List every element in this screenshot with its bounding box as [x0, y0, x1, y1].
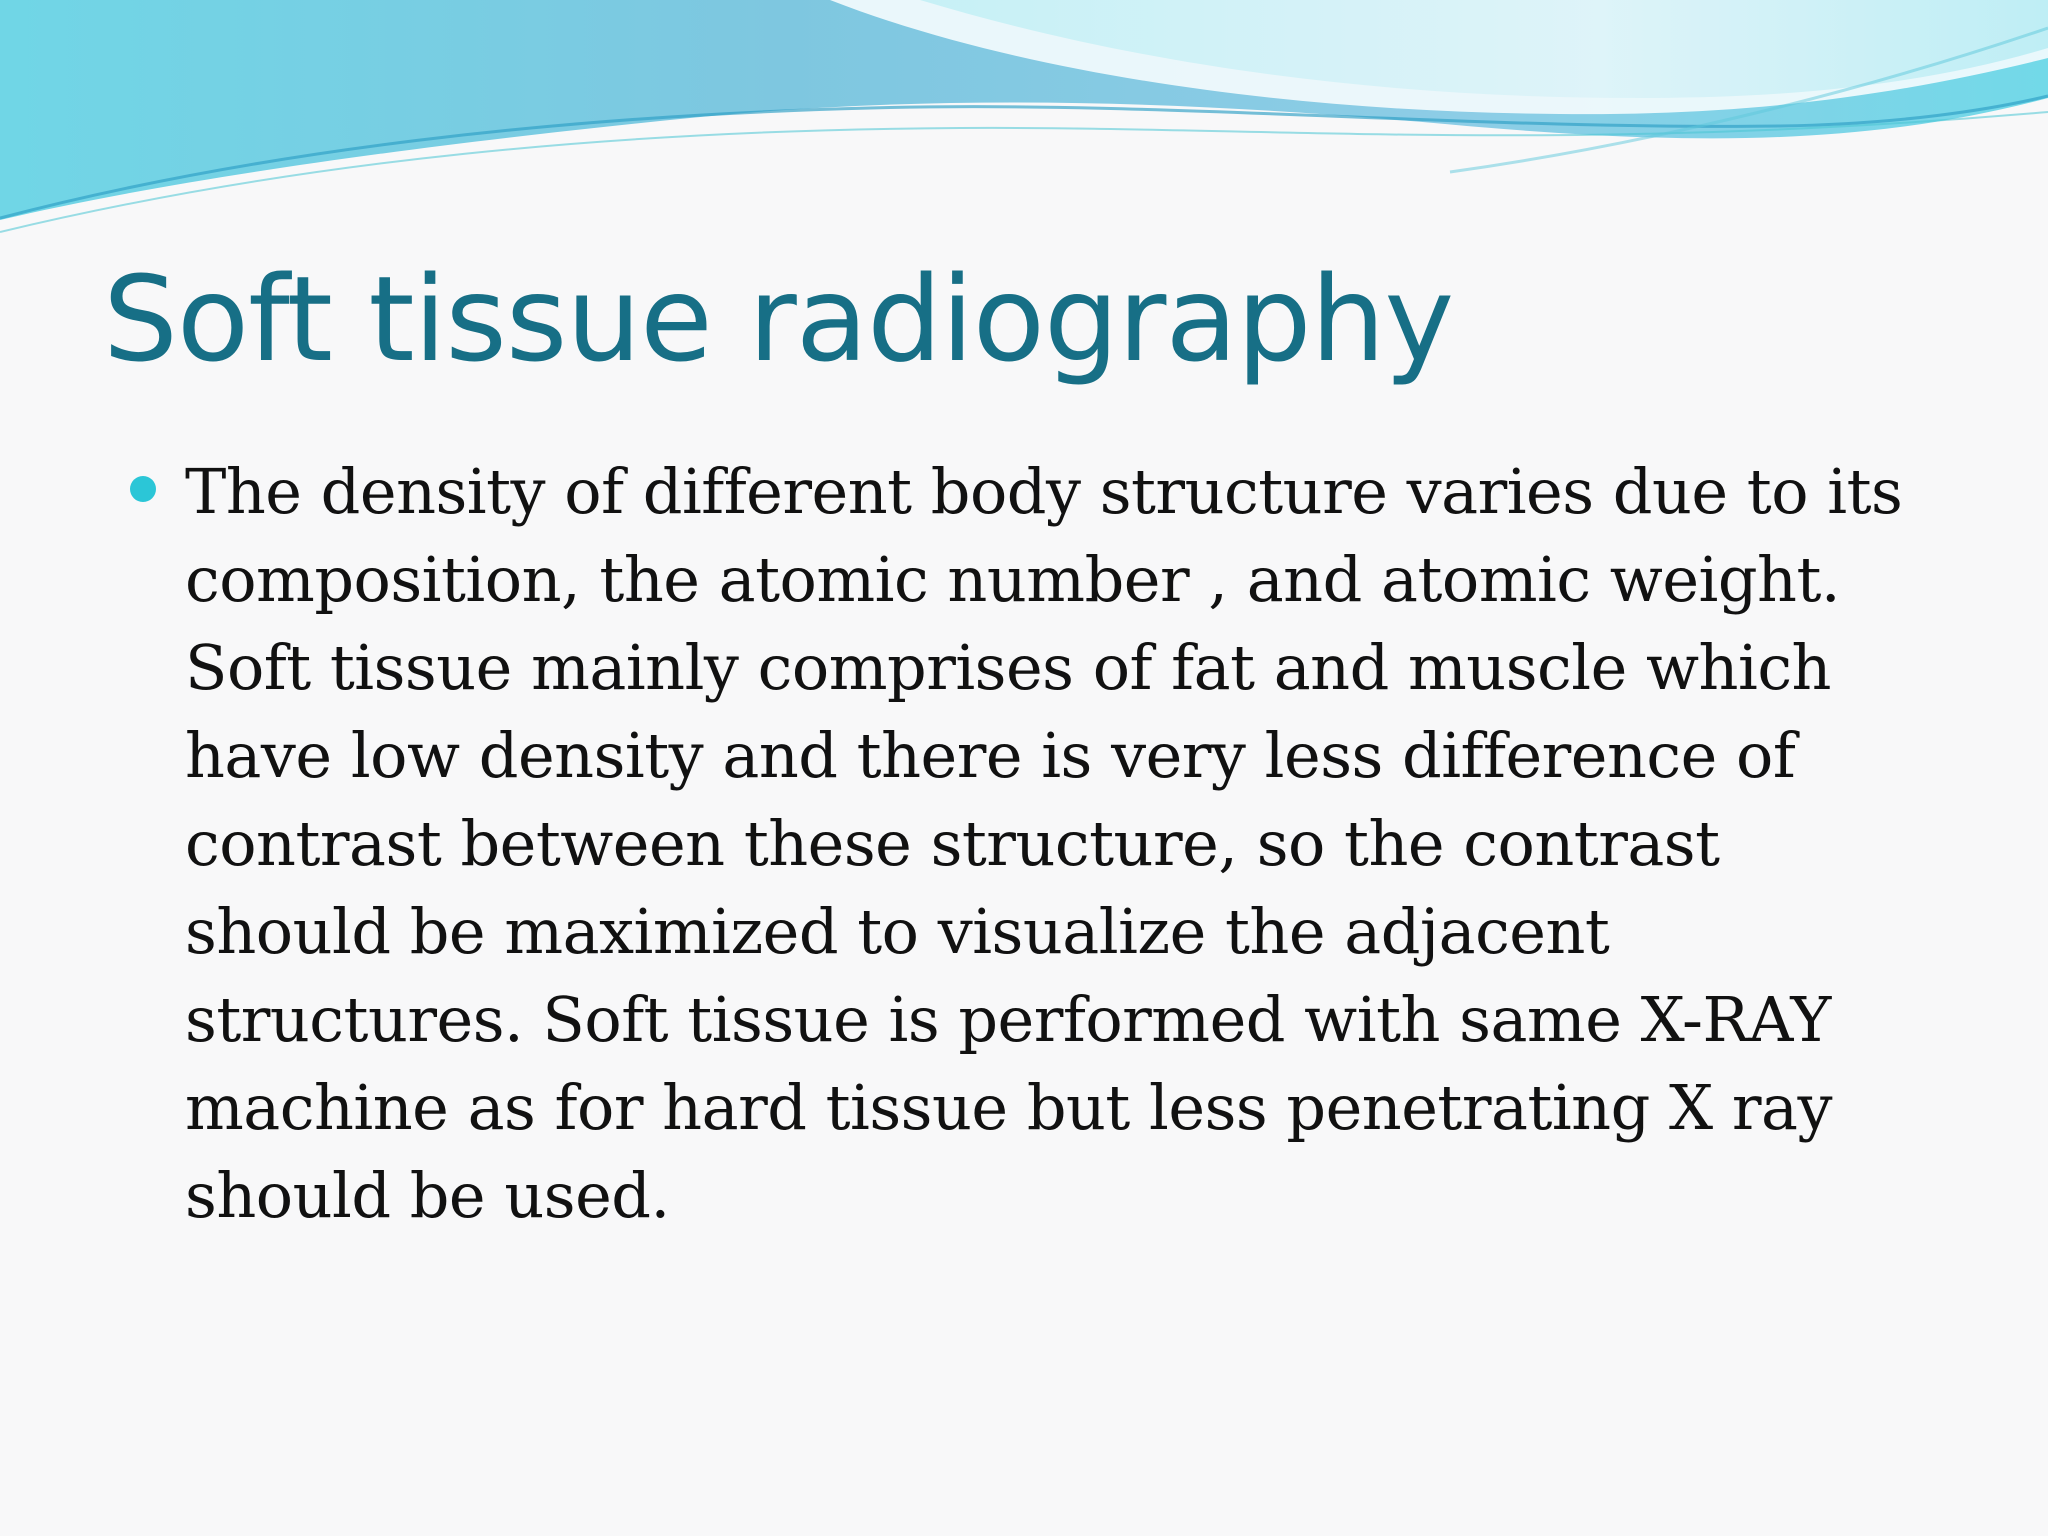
bullet-paragraph [185, 448, 1950, 1240]
bullet-list [130, 448, 1950, 1240]
paragraph-line-6: should be maximized to visualize the adjacent [185, 895, 1610, 968]
paragraph-line-1: The density of different body structure varies due to its [185, 455, 1903, 528]
paragraph-line-2: composition, the atomic number , and atomic weight. [185, 543, 1841, 616]
paragraph-line-5: contrast between these structure, so the contrast [185, 807, 1720, 880]
paragraph-line-8: machine as for hard tissue but less penetrating X ray [185, 1071, 1832, 1144]
paragraph-line-7: structures. Soft tissue is performed with same X-RAY [185, 983, 1831, 1056]
slide-title: Soft tissue radiography [103, 250, 1454, 388]
bullet-item [130, 448, 1950, 1240]
paragraph-line-4: have low density and there is very less difference of [185, 719, 1796, 792]
paragraph-line-9: should be used. [185, 1159, 670, 1232]
bullet-dot-icon [130, 476, 156, 502]
header-wave-decoration [0, 0, 2048, 240]
paragraph-line-3: Soft tissue mainly comprises of fat and muscle which [185, 631, 1831, 704]
